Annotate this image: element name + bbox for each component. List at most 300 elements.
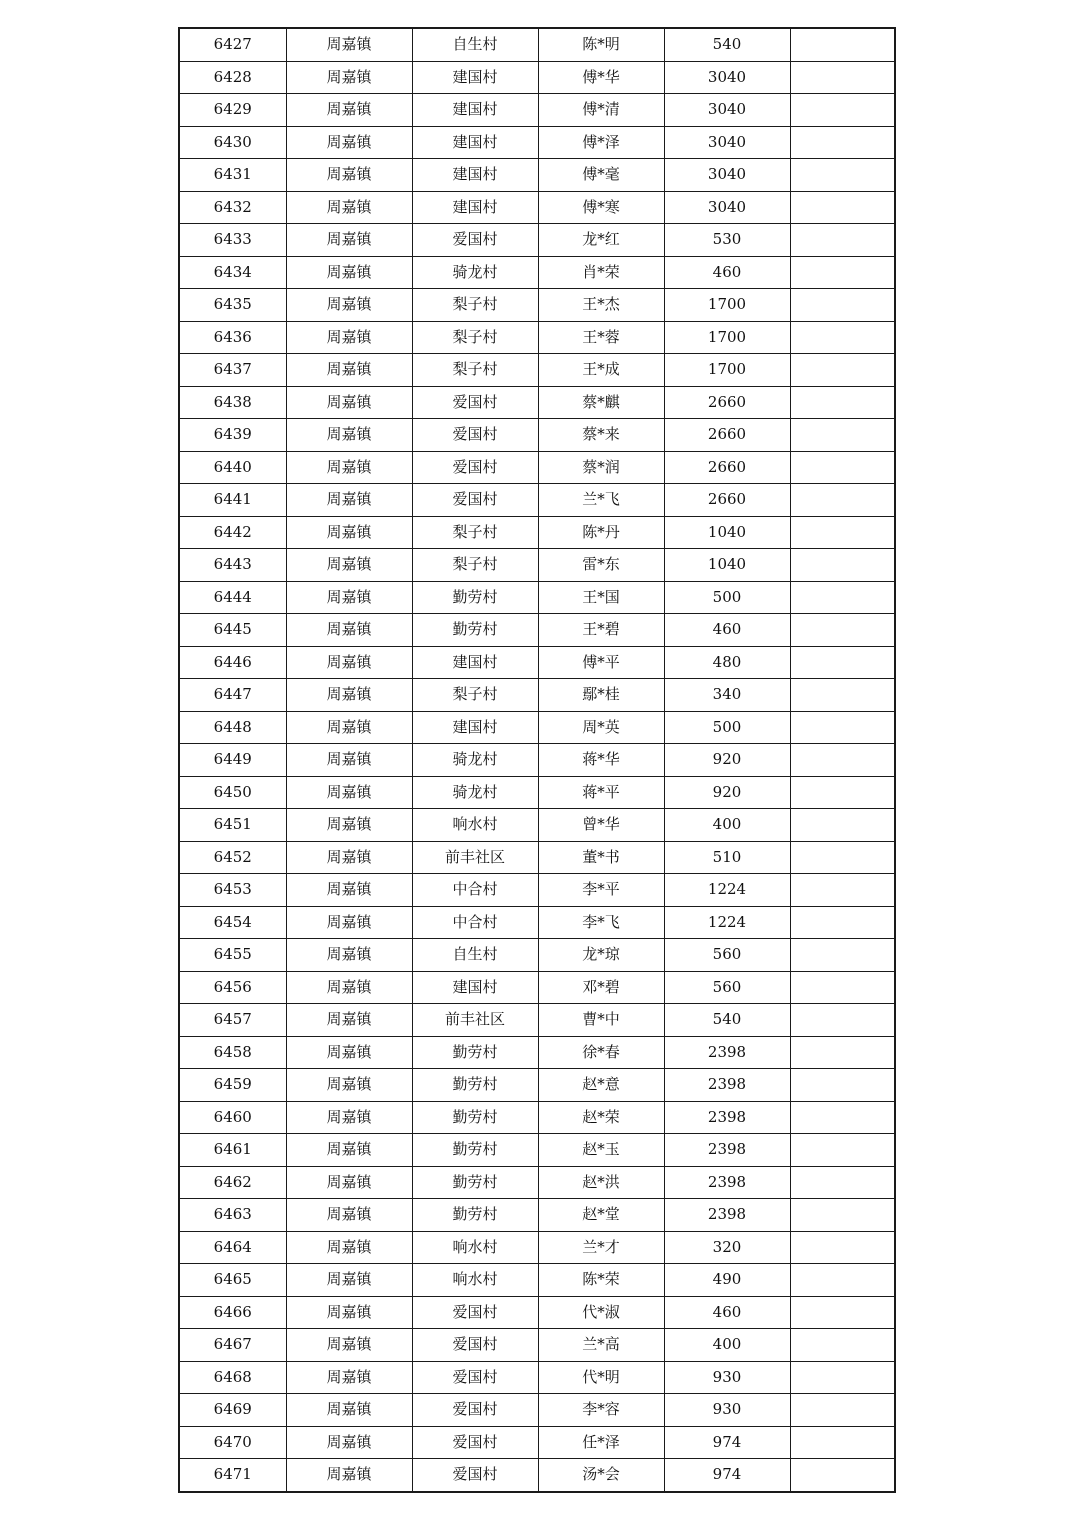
village-cell: 中合村	[412, 906, 538, 939]
amount-cell: 1700	[664, 354, 790, 387]
table-row	[179, 191, 895, 224]
table-row	[179, 1134, 895, 1167]
table-row	[179, 841, 895, 874]
row-number-cell: 6436	[179, 321, 286, 354]
remark-cell	[790, 646, 895, 679]
row-number-cell: 6430	[179, 126, 286, 159]
village-cell: 梨子村	[412, 549, 538, 582]
village-cell: 爱国村	[412, 451, 538, 484]
village-cell: 爱国村	[412, 1459, 538, 1492]
name-cell: 李*容	[538, 1394, 664, 1427]
table-row	[179, 1069, 895, 1102]
amount-cell: 460	[664, 614, 790, 647]
town-cell: 周嘉镇	[286, 1036, 412, 1069]
remark-cell	[790, 809, 895, 842]
remark-cell	[790, 581, 895, 614]
table-body	[179, 28, 895, 1492]
name-cell: 兰*才	[538, 1231, 664, 1264]
amount-cell: 480	[664, 646, 790, 679]
amount-cell: 400	[664, 1329, 790, 1362]
row-number-cell: 6469	[179, 1394, 286, 1427]
remark-cell	[790, 1101, 895, 1134]
row-number-cell: 6470	[179, 1426, 286, 1459]
amount-cell: 2398	[664, 1101, 790, 1134]
town-cell: 周嘉镇	[286, 1329, 412, 1362]
amount-cell: 3040	[664, 126, 790, 159]
name-cell: 傅*华	[538, 61, 664, 94]
remark-cell	[790, 1036, 895, 1069]
village-cell: 爱国村	[412, 484, 538, 517]
remark-cell	[790, 256, 895, 289]
row-number-cell: 6451	[179, 809, 286, 842]
town-cell: 周嘉镇	[286, 776, 412, 809]
remark-cell	[790, 906, 895, 939]
amount-cell: 2398	[664, 1069, 790, 1102]
table-row	[179, 321, 895, 354]
amount-cell: 930	[664, 1361, 790, 1394]
remark-cell	[790, 61, 895, 94]
row-number-cell: 6446	[179, 646, 286, 679]
table-row	[179, 971, 895, 1004]
table-row	[179, 1264, 895, 1297]
amount-cell: 930	[664, 1394, 790, 1427]
table-row	[179, 1361, 895, 1394]
town-cell: 周嘉镇	[286, 1166, 412, 1199]
table-row	[179, 711, 895, 744]
name-cell: 陈*荣	[538, 1264, 664, 1297]
amount-cell: 1224	[664, 906, 790, 939]
name-cell: 曹*中	[538, 1004, 664, 1037]
town-cell: 周嘉镇	[286, 906, 412, 939]
remark-cell	[790, 516, 895, 549]
amount-cell: 1700	[664, 289, 790, 322]
name-cell: 赵*洪	[538, 1166, 664, 1199]
name-cell: 龙*红	[538, 224, 664, 257]
village-cell: 响水村	[412, 1264, 538, 1297]
name-cell: 傅*毫	[538, 159, 664, 192]
name-cell: 雷*东	[538, 549, 664, 582]
remark-cell	[790, 289, 895, 322]
village-cell: 建国村	[412, 159, 538, 192]
remark-cell	[790, 679, 895, 712]
row-number-cell: 6467	[179, 1329, 286, 1362]
remark-cell	[790, 191, 895, 224]
village-cell: 梨子村	[412, 321, 538, 354]
remark-cell	[790, 711, 895, 744]
remark-cell	[790, 1296, 895, 1329]
amount-cell: 400	[664, 809, 790, 842]
name-cell: 兰*高	[538, 1329, 664, 1362]
name-cell: 董*书	[538, 841, 664, 874]
name-cell: 龙*琼	[538, 939, 664, 972]
village-cell: 响水村	[412, 1231, 538, 1264]
row-number-cell: 6457	[179, 1004, 286, 1037]
row-number-cell: 6428	[179, 61, 286, 94]
remark-cell	[790, 126, 895, 159]
remark-cell	[790, 159, 895, 192]
name-cell: 傅*泽	[538, 126, 664, 159]
remark-cell	[790, 874, 895, 907]
remark-cell	[790, 1394, 895, 1427]
village-cell: 前丰社区	[412, 1004, 538, 1037]
remark-cell	[790, 614, 895, 647]
remark-cell	[790, 841, 895, 874]
row-number-cell: 6456	[179, 971, 286, 1004]
village-cell: 骑龙村	[412, 776, 538, 809]
table-row	[179, 744, 895, 777]
row-number-cell: 6438	[179, 386, 286, 419]
remark-cell	[790, 94, 895, 127]
town-cell: 周嘉镇	[286, 1134, 412, 1167]
table-row	[179, 159, 895, 192]
table-row	[179, 1036, 895, 1069]
amount-cell: 540	[664, 28, 790, 61]
amount-cell: 500	[664, 711, 790, 744]
table-row	[179, 874, 895, 907]
village-cell: 自生村	[412, 939, 538, 972]
village-cell: 爱国村	[412, 419, 538, 452]
amount-cell: 1040	[664, 516, 790, 549]
village-cell: 爱国村	[412, 1394, 538, 1427]
name-cell: 赵*堂	[538, 1199, 664, 1232]
row-number-cell: 6431	[179, 159, 286, 192]
table-row	[179, 776, 895, 809]
amount-cell: 540	[664, 1004, 790, 1037]
amount-cell: 3040	[664, 94, 790, 127]
remark-cell	[790, 386, 895, 419]
remark-cell	[790, 549, 895, 582]
row-number-cell: 6447	[179, 679, 286, 712]
town-cell: 周嘉镇	[286, 191, 412, 224]
amount-cell: 460	[664, 256, 790, 289]
table-row	[179, 354, 895, 387]
amount-cell: 1700	[664, 321, 790, 354]
row-number-cell: 6454	[179, 906, 286, 939]
town-cell: 周嘉镇	[286, 679, 412, 712]
remark-cell	[790, 744, 895, 777]
amount-cell: 2398	[664, 1134, 790, 1167]
name-cell: 蒋*平	[538, 776, 664, 809]
amount-cell: 3040	[664, 159, 790, 192]
amount-cell: 320	[664, 1231, 790, 1264]
village-cell: 响水村	[412, 809, 538, 842]
village-cell: 勤劳村	[412, 614, 538, 647]
remark-cell	[790, 1264, 895, 1297]
town-cell: 周嘉镇	[286, 386, 412, 419]
village-cell: 建国村	[412, 646, 538, 679]
row-number-cell: 6444	[179, 581, 286, 614]
town-cell: 周嘉镇	[286, 321, 412, 354]
name-cell: 陈*明	[538, 28, 664, 61]
row-number-cell: 6464	[179, 1231, 286, 1264]
name-cell: 鄢*桂	[538, 679, 664, 712]
amount-cell: 974	[664, 1459, 790, 1492]
name-cell: 邓*碧	[538, 971, 664, 1004]
town-cell: 周嘉镇	[286, 646, 412, 679]
amount-cell: 490	[664, 1264, 790, 1297]
village-cell: 梨子村	[412, 289, 538, 322]
remark-cell	[790, 939, 895, 972]
amount-cell: 510	[664, 841, 790, 874]
row-number-cell: 6450	[179, 776, 286, 809]
town-cell: 周嘉镇	[286, 841, 412, 874]
row-number-cell: 6453	[179, 874, 286, 907]
data-table	[178, 27, 896, 1493]
amount-cell: 3040	[664, 61, 790, 94]
remark-cell	[790, 1426, 895, 1459]
town-cell: 周嘉镇	[286, 289, 412, 322]
row-number-cell: 6443	[179, 549, 286, 582]
row-number-cell: 6471	[179, 1459, 286, 1492]
row-number-cell: 6458	[179, 1036, 286, 1069]
table-row	[179, 419, 895, 452]
table-row	[179, 1166, 895, 1199]
table-row	[179, 1394, 895, 1427]
row-number-cell: 6459	[179, 1069, 286, 1102]
village-cell: 建国村	[412, 711, 538, 744]
amount-cell: 1224	[664, 874, 790, 907]
row-number-cell: 6445	[179, 614, 286, 647]
village-cell: 勤劳村	[412, 1069, 538, 1102]
amount-cell: 974	[664, 1426, 790, 1459]
name-cell: 兰*飞	[538, 484, 664, 517]
town-cell: 周嘉镇	[286, 614, 412, 647]
row-number-cell: 6449	[179, 744, 286, 777]
amount-cell: 2660	[664, 419, 790, 452]
town-cell: 周嘉镇	[286, 224, 412, 257]
table-row	[179, 614, 895, 647]
amount-cell: 2660	[664, 484, 790, 517]
town-cell: 周嘉镇	[286, 126, 412, 159]
amount-cell: 920	[664, 776, 790, 809]
town-cell: 周嘉镇	[286, 159, 412, 192]
town-cell: 周嘉镇	[286, 971, 412, 1004]
table-row	[179, 679, 895, 712]
name-cell: 王*杰	[538, 289, 664, 322]
row-number-cell: 6462	[179, 1166, 286, 1199]
name-cell: 陈*丹	[538, 516, 664, 549]
name-cell: 蒋*华	[538, 744, 664, 777]
village-cell: 爱国村	[412, 1329, 538, 1362]
town-cell: 周嘉镇	[286, 744, 412, 777]
name-cell: 周*英	[538, 711, 664, 744]
table-row	[179, 126, 895, 159]
table-row	[179, 1004, 895, 1037]
table-row	[179, 28, 895, 61]
row-number-cell: 6461	[179, 1134, 286, 1167]
table-row	[179, 906, 895, 939]
row-number-cell: 6433	[179, 224, 286, 257]
remark-cell	[790, 1166, 895, 1199]
village-cell: 勤劳村	[412, 1134, 538, 1167]
town-cell: 周嘉镇	[286, 94, 412, 127]
amount-cell: 2398	[664, 1166, 790, 1199]
amount-cell: 2660	[664, 451, 790, 484]
town-cell: 周嘉镇	[286, 1264, 412, 1297]
village-cell: 建国村	[412, 94, 538, 127]
row-number-cell: 6460	[179, 1101, 286, 1134]
town-cell: 周嘉镇	[286, 549, 412, 582]
name-cell: 傅*寒	[538, 191, 664, 224]
village-cell: 梨子村	[412, 679, 538, 712]
table-row	[179, 1199, 895, 1232]
row-number-cell: 6463	[179, 1199, 286, 1232]
table-row	[179, 94, 895, 127]
town-cell: 周嘉镇	[286, 1231, 412, 1264]
town-cell: 周嘉镇	[286, 419, 412, 452]
name-cell: 王*成	[538, 354, 664, 387]
town-cell: 周嘉镇	[286, 1296, 412, 1329]
name-cell: 蔡*麒	[538, 386, 664, 419]
village-cell: 勤劳村	[412, 1036, 538, 1069]
village-cell: 梨子村	[412, 516, 538, 549]
name-cell: 王*国	[538, 581, 664, 614]
row-number-cell: 6441	[179, 484, 286, 517]
amount-cell: 530	[664, 224, 790, 257]
village-cell: 爱国村	[412, 1361, 538, 1394]
name-cell: 李*飞	[538, 906, 664, 939]
name-cell: 代*明	[538, 1361, 664, 1394]
town-cell: 周嘉镇	[286, 28, 412, 61]
village-cell: 爱国村	[412, 224, 538, 257]
remark-cell	[790, 1199, 895, 1232]
remark-cell	[790, 451, 895, 484]
town-cell: 周嘉镇	[286, 1394, 412, 1427]
amount-cell: 340	[664, 679, 790, 712]
village-cell: 中合村	[412, 874, 538, 907]
amount-cell: 560	[664, 971, 790, 1004]
table-row	[179, 939, 895, 972]
town-cell: 周嘉镇	[286, 1426, 412, 1459]
table-row	[179, 1231, 895, 1264]
amount-cell: 2398	[664, 1199, 790, 1232]
town-cell: 周嘉镇	[286, 61, 412, 94]
table-row	[179, 516, 895, 549]
table-row	[179, 484, 895, 517]
row-number-cell: 6440	[179, 451, 286, 484]
name-cell: 赵*玉	[538, 1134, 664, 1167]
row-number-cell: 6448	[179, 711, 286, 744]
village-cell: 骑龙村	[412, 256, 538, 289]
name-cell: 蔡*来	[538, 419, 664, 452]
name-cell: 赵*荣	[538, 1101, 664, 1134]
name-cell: 傅*平	[538, 646, 664, 679]
row-number-cell: 6439	[179, 419, 286, 452]
amount-cell: 920	[664, 744, 790, 777]
village-cell: 建国村	[412, 126, 538, 159]
town-cell: 周嘉镇	[286, 809, 412, 842]
remark-cell	[790, 1329, 895, 1362]
remark-cell	[790, 484, 895, 517]
name-cell: 傅*清	[538, 94, 664, 127]
name-cell: 李*平	[538, 874, 664, 907]
town-cell: 周嘉镇	[286, 451, 412, 484]
amount-cell: 3040	[664, 191, 790, 224]
remark-cell	[790, 1459, 895, 1492]
remark-cell	[790, 776, 895, 809]
table-row	[179, 1426, 895, 1459]
town-cell: 周嘉镇	[286, 1004, 412, 1037]
table-row	[179, 224, 895, 257]
amount-cell: 460	[664, 1296, 790, 1329]
name-cell: 代*淑	[538, 1296, 664, 1329]
table-row	[179, 61, 895, 94]
row-number-cell: 6442	[179, 516, 286, 549]
table-row	[179, 256, 895, 289]
table-row	[179, 289, 895, 322]
name-cell: 徐*春	[538, 1036, 664, 1069]
village-cell: 勤劳村	[412, 1101, 538, 1134]
table-row	[179, 451, 895, 484]
table-row	[179, 1329, 895, 1362]
row-number-cell: 6452	[179, 841, 286, 874]
row-number-cell: 6455	[179, 939, 286, 972]
village-cell: 前丰社区	[412, 841, 538, 874]
name-cell: 蔡*润	[538, 451, 664, 484]
row-number-cell: 6429	[179, 94, 286, 127]
remark-cell	[790, 1231, 895, 1264]
remark-cell	[790, 1069, 895, 1102]
row-number-cell: 6466	[179, 1296, 286, 1329]
village-cell: 建国村	[412, 61, 538, 94]
row-number-cell: 6427	[179, 28, 286, 61]
town-cell: 周嘉镇	[286, 1101, 412, 1134]
table-row	[179, 809, 895, 842]
town-cell: 周嘉镇	[286, 874, 412, 907]
town-cell: 周嘉镇	[286, 939, 412, 972]
row-number-cell: 6434	[179, 256, 286, 289]
table-row	[179, 386, 895, 419]
row-number-cell: 6465	[179, 1264, 286, 1297]
town-cell: 周嘉镇	[286, 484, 412, 517]
town-cell: 周嘉镇	[286, 1459, 412, 1492]
name-cell: 曾*华	[538, 809, 664, 842]
remark-cell	[790, 419, 895, 452]
town-cell: 周嘉镇	[286, 516, 412, 549]
amount-cell: 500	[664, 581, 790, 614]
village-cell: 爱国村	[412, 1426, 538, 1459]
village-cell: 梨子村	[412, 354, 538, 387]
table-row	[179, 549, 895, 582]
name-cell: 王*蓉	[538, 321, 664, 354]
town-cell: 周嘉镇	[286, 354, 412, 387]
village-cell: 勤劳村	[412, 581, 538, 614]
amount-cell: 560	[664, 939, 790, 972]
amount-cell: 2398	[664, 1036, 790, 1069]
table-row	[179, 1459, 895, 1492]
row-number-cell: 6435	[179, 289, 286, 322]
amount-cell: 2660	[664, 386, 790, 419]
town-cell: 周嘉镇	[286, 1069, 412, 1102]
name-cell: 任*泽	[538, 1426, 664, 1459]
remark-cell	[790, 28, 895, 61]
name-cell: 肖*荣	[538, 256, 664, 289]
remark-cell	[790, 354, 895, 387]
name-cell: 赵*意	[538, 1069, 664, 1102]
name-cell: 王*碧	[538, 614, 664, 647]
town-cell: 周嘉镇	[286, 711, 412, 744]
village-cell: 建国村	[412, 971, 538, 1004]
amount-cell: 1040	[664, 549, 790, 582]
remark-cell	[790, 224, 895, 257]
village-cell: 勤劳村	[412, 1199, 538, 1232]
village-cell: 建国村	[412, 191, 538, 224]
town-cell: 周嘉镇	[286, 1199, 412, 1232]
table-row	[179, 646, 895, 679]
town-cell: 周嘉镇	[286, 256, 412, 289]
name-cell: 汤*会	[538, 1459, 664, 1492]
table-row	[179, 1296, 895, 1329]
